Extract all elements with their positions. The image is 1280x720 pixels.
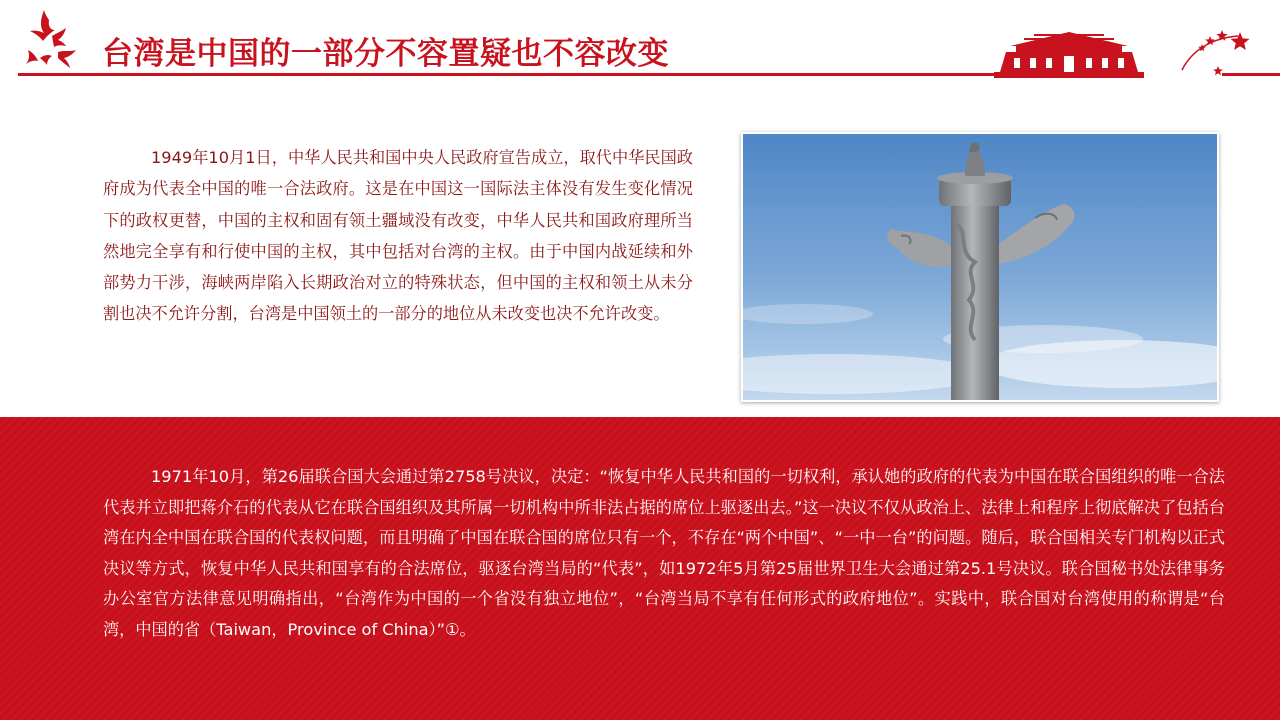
tiananmen-gate-icon bbox=[994, 28, 1144, 80]
header-rule bbox=[18, 73, 1000, 76]
un-resolution-paragraph: 1971年10月，第26届联合国大会通过第2758号决议，决定：“恢复中华人民共和国的一切权利，承认她的政府的代表为中国在联合国组织的唯一合法代表并立即把蒋介石的代表从它在联合国组织及其所属一切机构中所非法占据的席位上驱逐出去。”这一决议不仅从政治上、法律上和程序上彻底解决了包括台湾在内全中国在联合国的代表权问题，而且明确了中国在联合国的席位只有一个，不存在“两个中国”、“一中一台”的问题。随后，联合国相关专门机构以正式决议等方式，恢复中华人民共和国享有的合法席位，驱逐台湾当局的“代表”，如1972年5月第25届世界卫生大会通过第25.1号决议。联合国秘书处法律事务办公室官方法律意见明确指出，“台湾作为中国的一个省没有独立地位”，“台湾当局不享有任何形式的政府地位”。实践中，联合国对台湾使用的称谓是“台湾，中国的省（Taiwan，Province of China）”①。 bbox=[103, 467, 1225, 639]
doves-icon bbox=[22, 6, 80, 70]
huabiao-photo bbox=[741, 132, 1219, 402]
intro-paragraph: 1949年10月1日，中华人民共和国中央人民政府宣告成立，取代中华民国政府成为代表全中国的唯一合法政府。这是在中国这一国际法主体没有发生变化情况下的政权更替，中国的主权和固有领土疆域没有改变，中华人民共和国政府理所当然地完全享有和行使中国的主权，其中包括对台湾的主权。由于中国内战延续和外部势力干涉，海峡两岸陷入长期政治对立的特殊状态，但中国的主权和领土从未分割也决不允许分割，台湾是中国领土的一部分的地位从未改变也决不允许改变。 bbox=[103, 148, 693, 324]
page-title: 台湾是中国的一部分不容置疑也不容改变 bbox=[102, 36, 669, 72]
stars-icon bbox=[1178, 28, 1258, 76]
